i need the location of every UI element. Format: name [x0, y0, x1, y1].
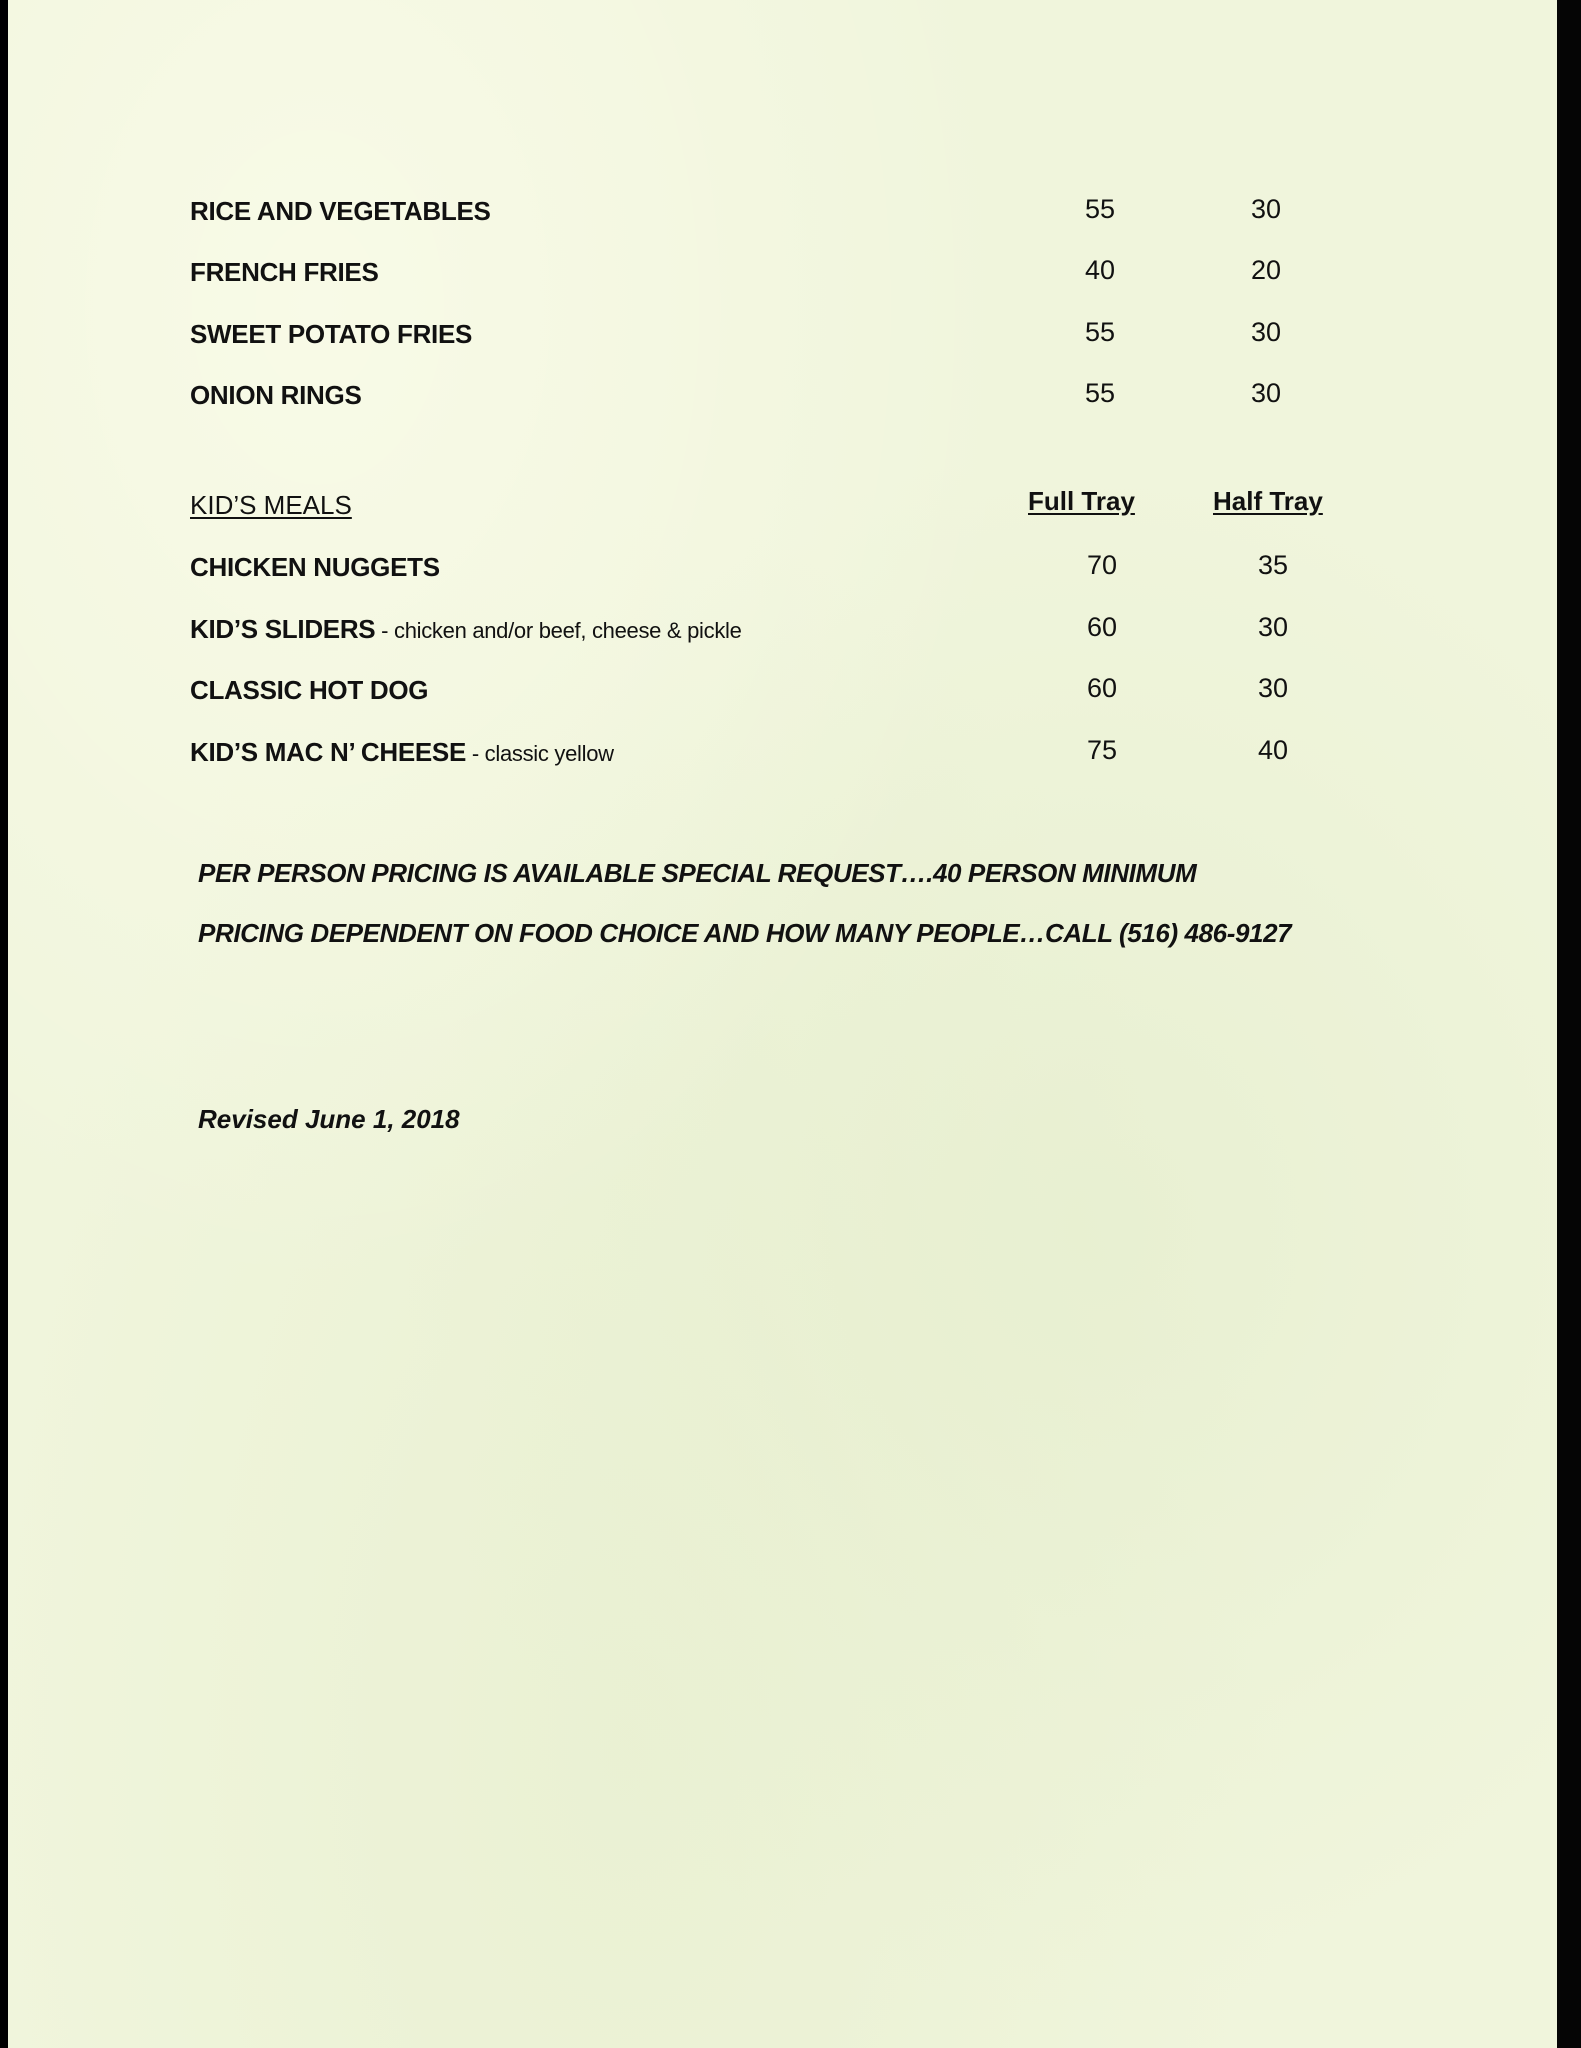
item-name: RICE AND VEGETABLES — [190, 196, 491, 226]
menu-row — [8, 552, 1557, 592]
item-description: - classic yellow — [466, 741, 614, 766]
half-tray-price: 30 — [1250, 378, 1282, 408]
menu-page — [8, 0, 1557, 2048]
item-description: - chicken and/or beef, cheese & pickle — [375, 618, 742, 643]
per-person-pricing-note: PER PERSON PRICING IS AVAILABLE SPECIAL REQUEST….40 PERSON MINIMUM — [198, 858, 1197, 888]
item-name: FRENCH FRIES — [190, 257, 379, 287]
section-title-kids-meals: KID’S MEALS — [190, 490, 352, 520]
revised-date: Revised June 1, 2018 — [198, 1104, 460, 1134]
half-tray-price: 30 — [1250, 194, 1282, 224]
item-name — [190, 614, 742, 645]
item-title: CLASSIC HOT DOG — [190, 675, 429, 705]
half-tray-header: Half Tray — [1213, 486, 1323, 516]
item-name: SWEET POTATO FRIES — [190, 319, 473, 349]
half-tray-price: 35 — [1257, 550, 1289, 580]
menu-row — [8, 614, 1557, 654]
full-tray-price: 60 — [1086, 673, 1118, 703]
half-tray-price: 20 — [1250, 255, 1282, 285]
full-tray-price: 55 — [1084, 194, 1116, 224]
item-title: KID’S SLIDERS — [190, 614, 376, 644]
menu-row — [8, 675, 1557, 715]
half-tray-price: 40 — [1257, 735, 1289, 765]
item-name — [190, 675, 428, 706]
full-tray-price: 70 — [1086, 550, 1118, 580]
menu-row — [8, 196, 1557, 236]
full-tray-price: 60 — [1086, 612, 1118, 642]
scan-edge — [1557, 0, 1581, 2048]
item-name — [190, 737, 614, 768]
item-name — [190, 552, 440, 583]
full-tray-price: 40 — [1084, 255, 1116, 285]
half-tray-price: 30 — [1257, 673, 1289, 703]
full-tray-price: 55 — [1084, 317, 1116, 347]
full-tray-header: Full Tray — [1028, 486, 1135, 516]
full-tray-price: 55 — [1084, 378, 1116, 408]
full-tray-price: 75 — [1086, 735, 1118, 765]
menu-row — [8, 380, 1557, 420]
pricing-dependent-note: PRICING DEPENDENT ON FOOD CHOICE AND HOW MANY PEOPLE…CALL (516) 486-9127 — [198, 918, 1292, 948]
menu-row — [8, 257, 1557, 297]
item-title: CHICKEN NUGGETS — [190, 552, 440, 582]
menu-row — [8, 319, 1557, 359]
half-tray-price: 30 — [1250, 317, 1282, 347]
half-tray-price: 30 — [1257, 612, 1289, 642]
item-title: KID’S MAC N’ CHEESE — [190, 737, 467, 767]
menu-row — [8, 737, 1557, 777]
item-name: ONION RINGS — [190, 380, 362, 410]
